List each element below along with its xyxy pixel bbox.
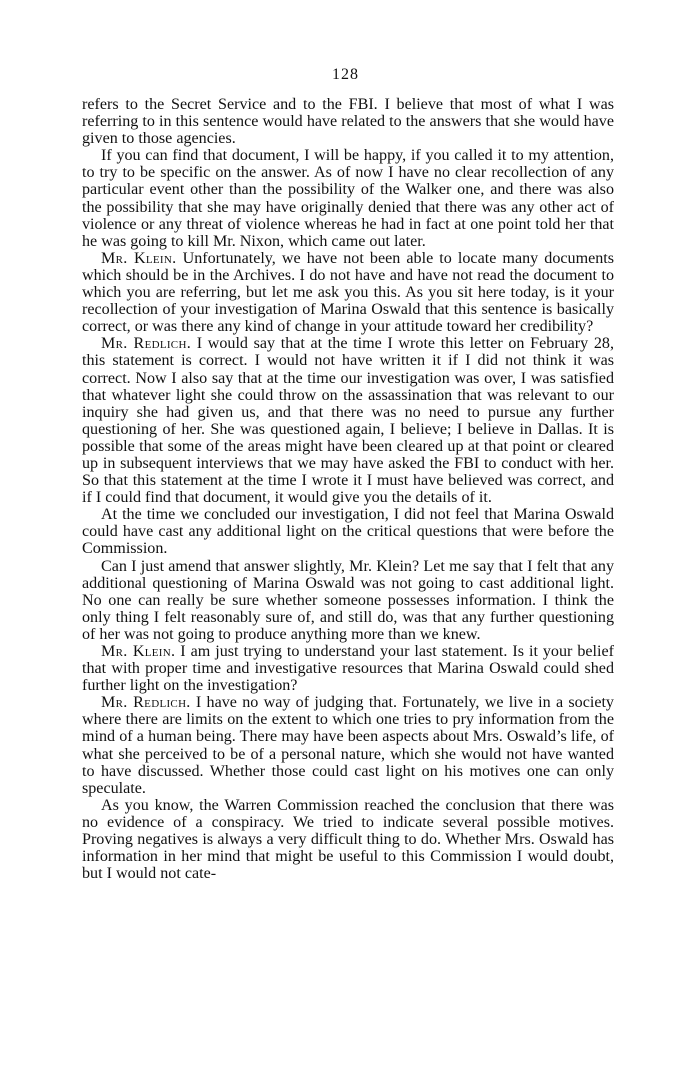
paragraph-7 [82,643,614,694]
paragraph-text: I have no way of judging that. Fortunately, we live in a society where there are limits on the extent to which one tries to pry information from the mind of a human being. There may have been aspects about Mrs. Oswald’s life, of what she perceived to be of a personal nature, which she would not have wanted to have discussed. Whether those could cast light on his motives one can only speculate. [82,694,614,797]
paragraph-text: As you know, the Warren Commission reached the conclusion that there was no evidence of a conspiracy. We tried to indicate several possible motives. Proving negatives is always a very difficult thing to do. Whether Mrs. Oswald has information in her mind that might be useful to this Commission I would doubt, but I would not cate- [82,796,614,883]
speaker-label: Mr. Klein. [101,643,176,660]
paragraph-text: Can I just amend that answer slightly, Mr. Klein? Let me say that I felt that any additional questioning of Marina Oswald was not going to cast additional light. No one can really be sure whether someone possesses information. I think the only thing I felt reasonably sure of, and still do, was that any further questioning of her was not going to produce anything more than we knew. [82,557,614,643]
paragraph-text: Unfortunately, we have not been able to locate many documents which should be in the Archives. I do not have and have not read the document to which you are referring, but let me ask you this. As you sit here today, is it your recollection of your investigation of Marina Oswald that this sentence is basically correct, or was there any kind of change in your attitude toward her credibility? [82,249,615,336]
transcript-body [82,96,614,882]
paragraph-1 [82,96,614,147]
page-number: 128 [332,66,359,83]
paragraph-4 [82,335,614,506]
paragraph-9 [82,797,614,882]
paragraph-text: If you can find that document, I will be happy, if you called it to my attention, to try to be specific on the answer. As of now I have no clear recollection of any particular event other than the possibility of the Walker one, and there was also the possibility that she may have originally denied that there was any other act of violence or any threat of violence whereas he had in fact at one point told her that he was going to kill Mr. Nixon, which came out later. [82,147,614,250]
paragraph-6 [82,558,614,643]
paragraph-5 [82,506,614,557]
paragraph-text: I am just trying to understand your last statement. Is it your belief that with proper time and investigative resources that Marina Oswald could shed further light on the investigation? [82,643,614,695]
paragraph-8 [82,694,614,797]
paragraph-text: I would say that at the time I wrote this letter on February 28, this statement is correct. I would not have written it if I did not think it was correct. Now I also say that at the time our investigation was over, I was satisfied that whatever light she could throw on the assassination that was relevant to our inquiry she had given us, and that there was no need to pursue any further questioning of her. She was questioned again, I believe; I believe in Dallas. It is possible that some of the areas might have been cleared up at that point or cleared up in subsequent interviews that we may have asked the FBI to conduct with her. So that this statement at the time I wrote it I must have believed was correct, and if I could find that document, it would give you the details of it. [82,335,614,507]
speaker-label: Mr. Klein. [101,249,177,267]
paragraph-2 [82,147,614,250]
speaker-label: Mr. Redlich. [101,694,191,712]
speaker-label: Mr. Redlich. [101,335,192,353]
paragraph-3 [82,250,614,335]
paragraph-text: refers to the Secret Service and to the FBI. I believe that most of what I was referring to in this sentence would have related to the answers that she would have given to those agencies. [82,96,614,148]
paragraph-text: At the time we concluded our investigation, I did not feel that Marina Oswald could have cast any additional light on the critical questions that were before the Commission. [82,506,614,558]
